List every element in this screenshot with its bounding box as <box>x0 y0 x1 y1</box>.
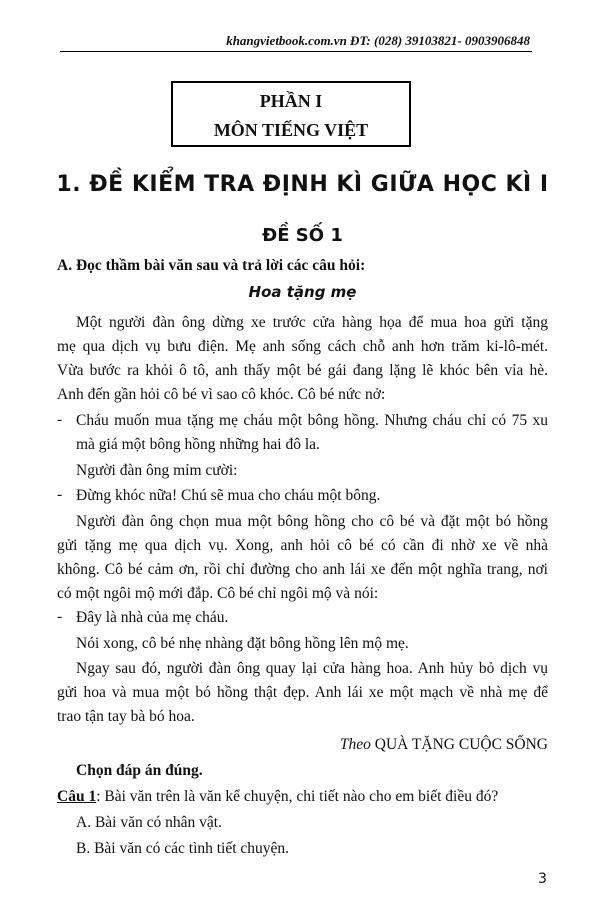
option-a: A. Bài văn có nhân vật. <box>76 814 222 831</box>
dash: - <box>57 411 63 428</box>
source-prefix: Theo <box>339 736 371 753</box>
part-box <box>171 81 411 147</box>
page-number: 3 <box>538 871 547 887</box>
text-line: Vừa bước ra khỏi ô tô, anh thấy một bé gái đang lặng lẽ khóc bên vỉa hè. <box>57 362 548 379</box>
text-line: Cháu muốn mua tặng mẹ cháu một bông hồng. Nhưng cháu chỉ có 75 xu <box>76 412 548 429</box>
part-subject: MÔN TIẾNG VIỆT <box>213 120 369 140</box>
header-rule <box>60 51 532 52</box>
text-line: mẹ qua dịch vụ bưu điện. Mẹ anh sống cách chỗ anh hơn trăm ki-lô-mét. <box>57 338 548 355</box>
text-line: Đây là nhà của mẹ cháu. <box>76 609 229 626</box>
text-line: Một người đàn ông dừng xe trước cửa hàng họa để mua hoa gửi tặng <box>76 314 548 331</box>
option-b: B. Bài văn có các tình tiết chuyện. <box>76 840 290 857</box>
section-title: 1. ĐỀ KIỂM TRA ĐỊNH KÌ GIỮA HỌC KÌ I <box>56 172 549 197</box>
part-number: PHẦN I <box>259 91 323 111</box>
text-line: có một ngôi mộ mới đắp. Cô bé chỉ ngôi mộ và nói: <box>57 585 379 602</box>
text-line: mà giá một bông hồng những hai đô la. <box>76 436 320 453</box>
page-header: khangvietbook.com.vn ĐT: (028) 39103821- 0903906848 <box>226 33 530 48</box>
text-line: gửi hoa và mua một bó hồng thật đẹp. Anh lái xe một mạch về nhà mẹ để <box>57 684 548 701</box>
dash: - <box>57 608 63 625</box>
exam-title: ĐỀ SỐ 1 <box>262 225 343 246</box>
question-text: : Bài văn trên là văn kể chuyện, chi tiết nào cho em biết điều đó? <box>96 788 499 805</box>
answer-prompt: Chọn đáp án đúng. <box>76 762 203 779</box>
text-line: Người đàn ông mỉm cười: <box>76 462 238 479</box>
text-line: Người đàn ông chọn mua một bông hồng cho cô bé và đặt một bó hồng <box>76 513 548 530</box>
text-line: Ngay sau đó, người đàn ông quay lại cửa hàng hoa. Anh hủy bỏ dịch vụ <box>76 660 548 677</box>
text-line: Nói xong, cô bé nhẹ nhàng đặt bông hồng lên mộ mẹ. <box>76 635 409 652</box>
question-label: Câu 1 <box>57 788 97 805</box>
text-line: không. Cô bé cảm ơn, rồi chỉ đường cho anh lái xe đến một nghĩa trang, nơi <box>57 561 548 578</box>
dash: - <box>57 486 63 503</box>
text-line: Anh đến gần hỏi cô bé vì sao cô khóc. Cô bé nức nở: <box>57 386 386 403</box>
source-name: QUÀ TẶNG CUỘC SỐNG <box>374 736 548 753</box>
text-line: Đừng khóc nữa! Chú sẽ mua cho cháu một bông. <box>76 487 381 504</box>
text-line: trao tận tay bà bó hoa. <box>57 708 195 725</box>
text-line: gửi tặng mẹ qua dịch vụ. Xong, anh hỏi cô bé có cần đi nhờ xe về nhà <box>57 537 548 554</box>
question-1 <box>57 787 548 807</box>
source-citation <box>57 735 548 755</box>
instruction: A. Đọc thầm bài văn sau và trả lời các câu hỏi: <box>57 257 366 274</box>
story-title: Hoa tặng mẹ <box>248 283 357 301</box>
